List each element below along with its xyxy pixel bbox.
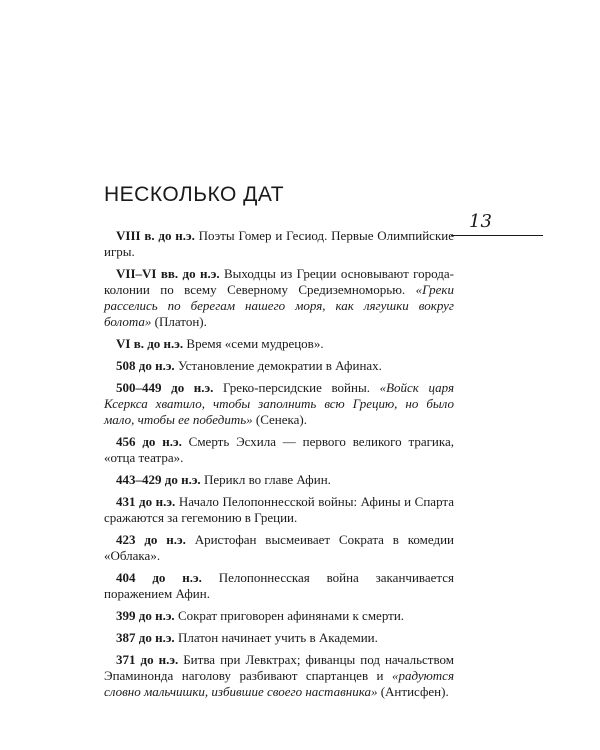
entry-text: Установление демократии в Афинах.	[177, 358, 382, 373]
entry-date: 423 до н.э.	[116, 532, 186, 547]
entry-quote: «радуются словно мальчишки, избившие своего наставника»	[104, 668, 454, 699]
entry-attribution: (Платон).	[151, 314, 207, 329]
timeline-entry	[104, 228, 454, 260]
timeline-entry	[104, 608, 454, 624]
entry-text: Поэты Гомер и Гесиод. Первые Олимпийские игры.	[104, 228, 454, 259]
timeline-entry	[104, 652, 454, 700]
entry-text: Выходцы из Греции основывают города-колонии по всему Северному Средиземноморью.	[104, 266, 454, 297]
timeline-entry	[104, 380, 454, 428]
entry-text: Греко-персидские войны.	[223, 380, 370, 395]
entry-text: Аристофан высмеивает Сократа в комедии «Облака».	[104, 532, 455, 563]
entry-text: Сократ приговорен афинянами к смерти.	[177, 608, 405, 623]
entry-date: 431 до н.э.	[116, 494, 176, 509]
entry-text: Платон начинает учить в Академии.	[177, 630, 378, 645]
page-number: 13	[451, 211, 543, 236]
entry-date: VII–VI вв. до н.э.	[116, 266, 220, 281]
timeline-entry	[104, 630, 454, 646]
timeline-entry	[104, 494, 454, 526]
entry-date: 456 до н.э.	[116, 434, 182, 449]
entry-date: 387 до н.э.	[116, 630, 175, 645]
entry-quote: «Войск царя Ксеркса хватило, чтобы заполнить всю Грецию, но было мало, чтобы ее победить»	[104, 380, 455, 427]
entry-text: Битва при Левктрах; фиванцы под начальством Эпаминонда наголову разбивают спартанцев и	[104, 652, 455, 683]
entry-date: 443–429 до н.э.	[116, 472, 201, 487]
timeline-entry	[104, 336, 454, 352]
entry-quote: «Греки расселись по берегам нашего моря, как лягушки вокруг болота»	[104, 282, 454, 329]
entry-date: 399 до н.э.	[116, 608, 175, 623]
entry-date: VIII в. до н.э.	[116, 228, 195, 243]
entry-attribution: (Антисфен).	[377, 684, 449, 699]
timeline-entry	[104, 532, 454, 564]
page-title: НЕСКОЛЬКО ДАТ	[104, 183, 285, 206]
entry-date: VI в. до н.э.	[116, 336, 184, 351]
entry-date: 371 до н.э.	[116, 652, 179, 667]
entry-date: 508 до н.э.	[116, 358, 175, 373]
entry-text: Пелопоннесская война заканчивается поражением Афин.	[104, 570, 454, 601]
timeline-entry	[104, 358, 454, 374]
timeline-entry	[104, 472, 454, 488]
entry-text: Время «семи мудрецов».	[186, 336, 324, 351]
entry-text: Перикл во главе Афин.	[203, 472, 331, 487]
entry-date: 404 до н.э.	[116, 570, 202, 585]
timeline-entry	[104, 570, 454, 602]
entry-attribution: (Сенека).	[252, 412, 307, 427]
timeline-entry	[104, 266, 454, 330]
entry-text: Смерть Эсхила — первого великого трагика, «отца театра».	[104, 434, 455, 465]
entry-date: 500–449 до н.э.	[116, 380, 214, 395]
entry-text: Начало Пелопоннесской войны: Афины и Спарта сражаются за гегемонию в Греции.	[104, 494, 455, 525]
timeline-list	[104, 228, 454, 706]
timeline-entry	[104, 434, 454, 466]
